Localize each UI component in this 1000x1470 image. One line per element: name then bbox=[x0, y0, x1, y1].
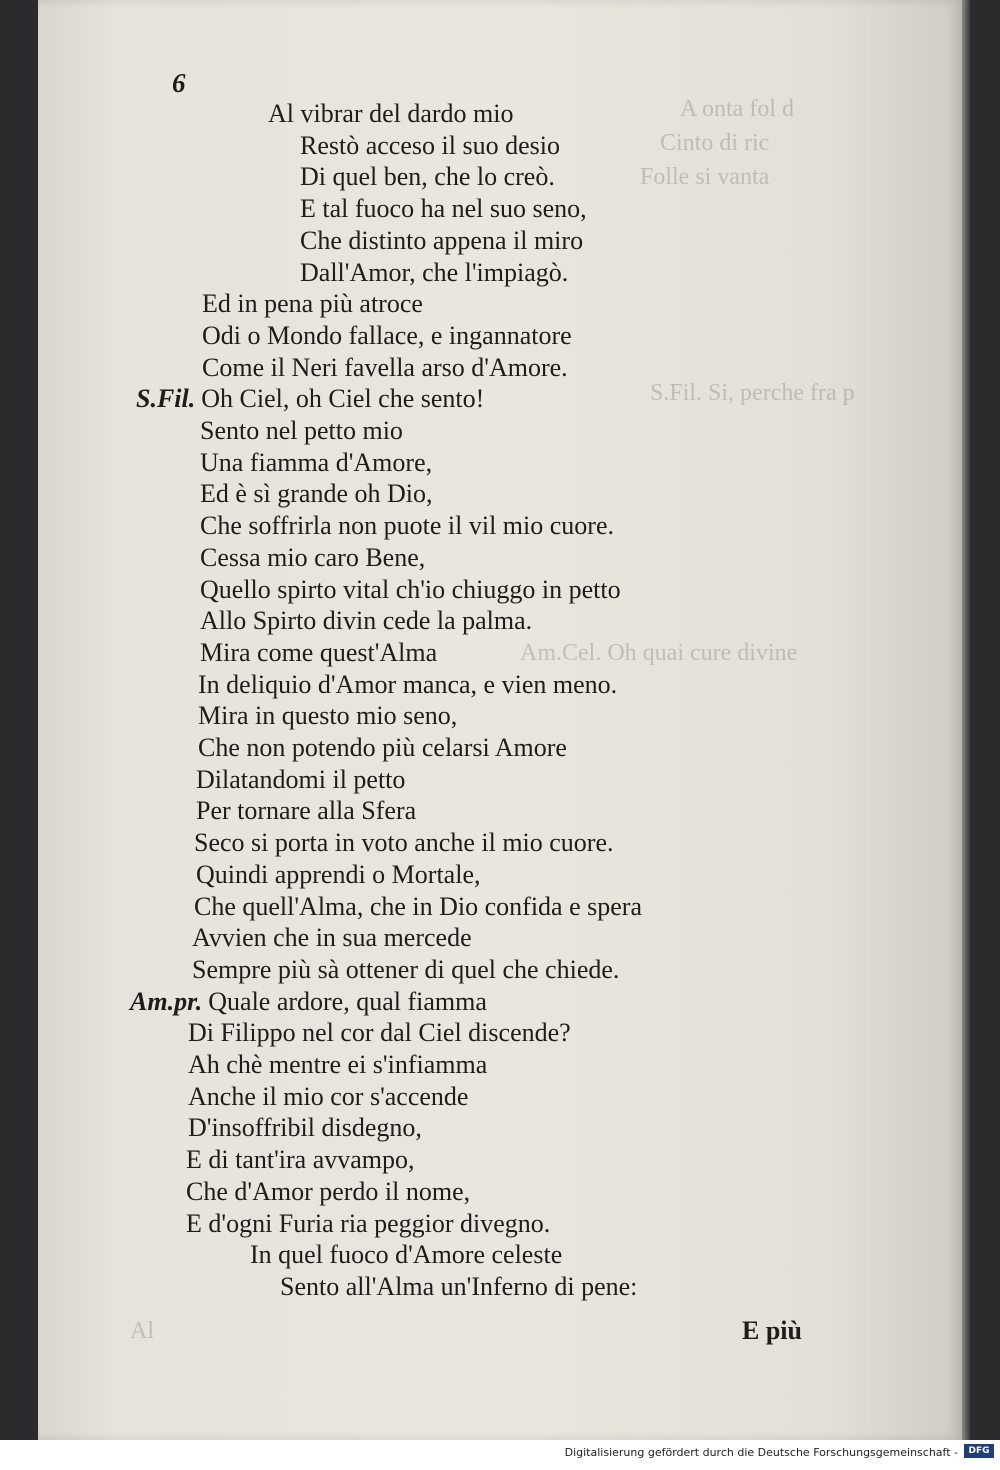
verse-line bbox=[200, 415, 403, 447]
verse-line-text: Che soffrirla non puote il vil mio cuore. bbox=[200, 511, 614, 541]
verse-line-text: Ed in pena più atroce bbox=[202, 289, 423, 319]
footer-credit: Digitalisierung gefördert durch die Deutsche Forschungsgemeinschaft - bbox=[564, 1446, 958, 1459]
verse-line-text: Dall'Amor, che l'impiagò. bbox=[300, 257, 569, 287]
verse-line-text: Ah chè mentre ei s'infiamma bbox=[188, 1050, 488, 1079]
verse-line-text: Sento all'Alma un'Inferno di pene: bbox=[280, 1271, 638, 1301]
verse-line bbox=[300, 257, 568, 289]
verse-line bbox=[300, 130, 560, 162]
verse-line-text: Sento nel petto mio bbox=[200, 416, 403, 445]
verse-line bbox=[200, 447, 432, 479]
verse-line bbox=[192, 922, 472, 954]
verse-line-text: Avvien che in sua mercede bbox=[192, 923, 472, 953]
verse-line bbox=[192, 954, 619, 986]
verse-line bbox=[130, 986, 487, 1018]
verse-line bbox=[194, 891, 642, 923]
verse-line-text: Dilatandomi il petto bbox=[196, 764, 406, 794]
verse-line-text: Oh Ciel, oh Ciel che sento! bbox=[201, 384, 485, 414]
verse-line bbox=[300, 161, 555, 193]
verse-line-text: Anche il mio cor s'accende bbox=[188, 1081, 469, 1111]
verse-line-text: Quale ardore, qual fiamma bbox=[208, 986, 487, 1016]
verse-line bbox=[188, 1017, 571, 1049]
verse-line-text: Come il Neri favella arso d'Amore. bbox=[202, 352, 568, 382]
verse-line bbox=[188, 1112, 422, 1144]
speaker-label: Am.pr. bbox=[130, 986, 203, 1016]
verse-line bbox=[200, 542, 425, 574]
verse-line-text: Odi o Mondo fallace, e ingannatore bbox=[202, 320, 572, 350]
verse-line bbox=[188, 1081, 468, 1113]
verse-line bbox=[196, 859, 481, 891]
verse-line bbox=[198, 700, 457, 732]
verse-line-text: Di Filippo nel cor dal Ciel discende? bbox=[188, 1018, 571, 1048]
verse-line-text: D'insoffribil disdegno, bbox=[188, 1113, 422, 1143]
show-through-text: Folle si vanta bbox=[640, 164, 770, 190]
verse-line-text: In quel fuoco d'Amore celeste bbox=[250, 1240, 563, 1270]
verse-line-text: Cessa mio caro Bene, bbox=[200, 542, 426, 572]
verse-line bbox=[200, 510, 614, 542]
show-through-text: A onta fol d bbox=[680, 96, 794, 122]
verse-line bbox=[300, 193, 587, 225]
verse-line bbox=[202, 352, 568, 384]
verse-line-text: Quello spirto vital ch'io chiuggo in petto bbox=[200, 574, 621, 604]
verse-line-text: Di quel ben, che lo creò. bbox=[300, 162, 555, 192]
verse-line bbox=[200, 574, 621, 606]
dfg-logo: DFG bbox=[964, 1444, 994, 1458]
verse-line bbox=[186, 1208, 550, 1240]
verse-line bbox=[202, 320, 572, 352]
verse-line bbox=[268, 98, 514, 130]
verse-line bbox=[250, 1239, 562, 1271]
verse-line bbox=[202, 288, 423, 320]
verse-line-text: Che distinto appena il miro bbox=[300, 225, 584, 255]
verse-line bbox=[186, 1144, 415, 1176]
verse-line-text: In deliquio d'Amor manca, e vien meno. bbox=[198, 669, 618, 699]
verse-line-text: Allo Spirto divin cede la palma. bbox=[200, 606, 533, 636]
catchword: E più bbox=[742, 1316, 802, 1345]
show-through-text: S.Fil. Si, perche fra p bbox=[650, 380, 855, 406]
verse-line-text: Restò acceso il suo desio bbox=[300, 130, 560, 160]
verse-line-text: Seco si porta in voto anche il mio cuore. bbox=[194, 828, 614, 858]
verse-line bbox=[194, 827, 614, 859]
verse-line-text: Che d'Amor perdo il nome, bbox=[186, 1176, 471, 1206]
verse-line-text: E di tant'ira avvampo, bbox=[186, 1145, 415, 1175]
verse-line bbox=[188, 1049, 487, 1081]
show-through-text: Al bbox=[130, 1318, 154, 1344]
verse-line-text: Mira come quest'Alma bbox=[200, 637, 438, 667]
verse-line bbox=[280, 1271, 637, 1303]
verse-line bbox=[200, 478, 433, 510]
verse-line bbox=[200, 637, 437, 669]
verse-line-text: Per tornare alla Sfera bbox=[196, 796, 417, 826]
verse-line-text: Quindi apprendi o Mortale, bbox=[196, 859, 481, 889]
verse-line bbox=[300, 225, 583, 257]
verse-line-text: Ed è sì grande oh Dio, bbox=[200, 479, 433, 509]
verse-line-text: Che quell'Alma, che in Dio confida e spera bbox=[194, 891, 642, 921]
verse-line bbox=[186, 1176, 470, 1208]
verse-line-text: Una fiamma d'Amore, bbox=[200, 447, 433, 477]
verse-line-text: E tal fuoco ha nel suo seno, bbox=[300, 194, 587, 224]
verse-line bbox=[196, 764, 405, 796]
verse-line bbox=[198, 732, 567, 764]
verse-line-text: Mira in questo mio seno, bbox=[198, 701, 458, 731]
verse-line-text: Al vibrar del dardo mio bbox=[268, 99, 514, 128]
show-through-text: Am.Cel. Oh quai cure divine bbox=[520, 640, 798, 666]
verse-line bbox=[200, 605, 532, 637]
speaker-label: S.Fil. bbox=[136, 384, 196, 414]
page-edge bbox=[962, 0, 970, 1440]
verse-line bbox=[136, 383, 484, 415]
verse-line-text: Che non potendo più celarsi Amore bbox=[198, 733, 567, 762]
page-number: 6 bbox=[172, 68, 186, 98]
verse-line bbox=[198, 669, 617, 701]
verse-line-text: E d'ogni Furia ria peggior divegno. bbox=[186, 1208, 551, 1238]
verse-line-text: Sempre più sà ottener di quel che chiede. bbox=[192, 954, 620, 984]
show-through-text: Cinto di ric bbox=[660, 130, 770, 156]
verse-line bbox=[196, 795, 416, 827]
